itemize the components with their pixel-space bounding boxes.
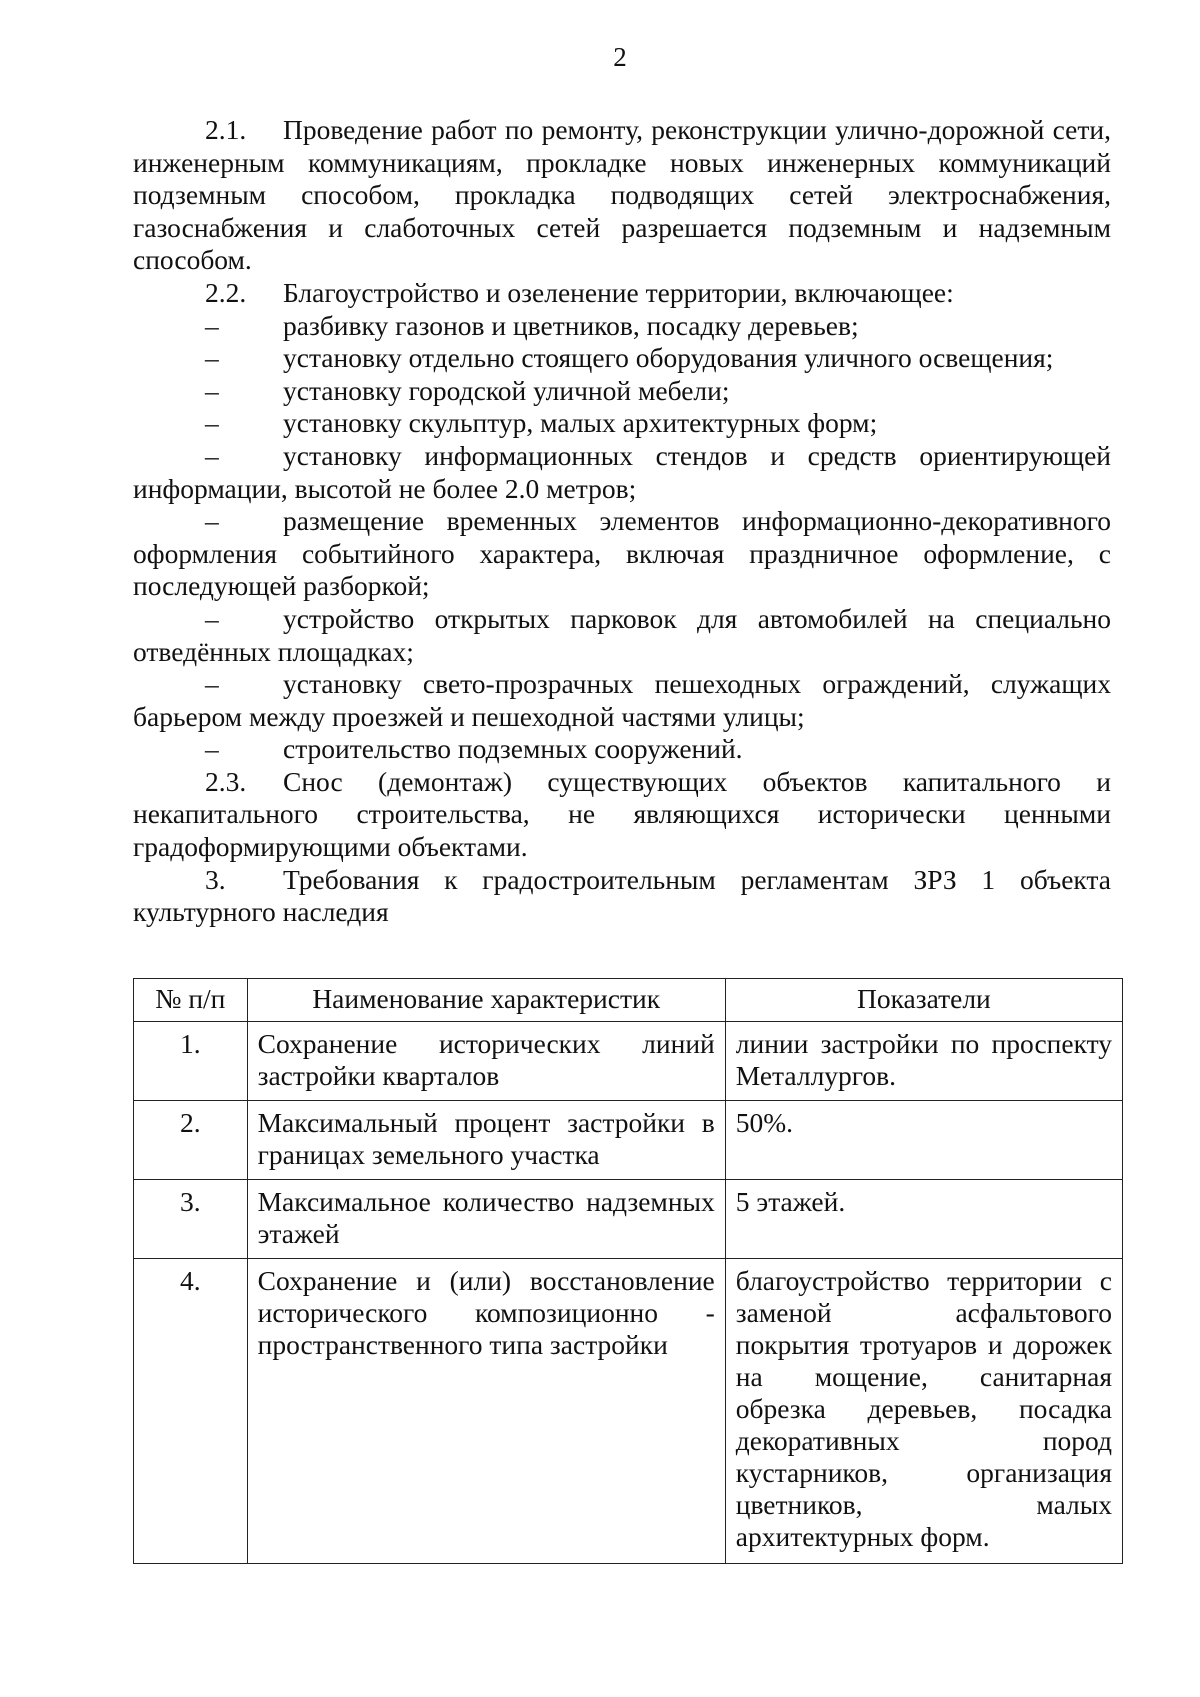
list-item [133, 375, 1111, 408]
list-item [133, 668, 1111, 733]
paragraph-number: 2.1. [205, 114, 247, 145]
regulations-table [133, 978, 1123, 1564]
row-indicator: 50%. [725, 1101, 1122, 1180]
paragraph-text: Требования к градостроительным регламентам ЗРЗ 1 объекта культурного наследия [133, 863, 1111, 928]
table-header-row [134, 979, 1123, 1022]
row-characteristic: Сохранение исторических линий застройки кварталов [247, 1022, 725, 1101]
paragraph-text: Снос (демонтаж) существующих объектов капитального и некапитального строительства, не являющихся исторически ценными градоформирующими объектами. [133, 765, 1111, 863]
list-item-text: устройство открытых парковок для автомобилей на специально отведённых площадках; [133, 602, 1111, 667]
paragraph-text: Проведение работ по ремонту, реконструкции улично-дорожной сети, инженерным коммуникациям, прокладке новых инженерных коммуникаций подземным способом, прокладка подводящих сетей электроснабжения, газоснабжения и слаботочных сетей разрешается подземным и надземным способом. [133, 114, 1111, 276]
dash-marker: – [205, 309, 219, 341]
row-number: 4. [134, 1259, 248, 1564]
paragraph-number: 3. [205, 863, 226, 895]
header-number: № п/п [134, 979, 248, 1022]
row-number: 2. [134, 1101, 248, 1180]
list-item-text: установку свето-прозрачных пешеходных ограждений, служащих барьером между проезжей и пешеходной частями улицы; [133, 668, 1111, 732]
document-body [133, 114, 1111, 929]
dash-marker: – [205, 505, 219, 537]
header-indicators: Показатели [725, 979, 1122, 1022]
list-item [133, 310, 1111, 343]
dash-marker: – [205, 733, 219, 765]
paragraph-number: 2.3. [205, 765, 247, 797]
dash-marker: – [205, 439, 219, 471]
list-item [133, 505, 1111, 603]
header-characteristic: Наименование характеристик [247, 979, 725, 1022]
table-row [134, 1101, 1123, 1180]
list-item-text: установку городской уличной мебели; [283, 374, 730, 406]
list-item-text: установку отдельно стоящего оборудования уличного освещения; [283, 342, 1054, 374]
row-characteristic: Максимальное количество надземных этажей [247, 1180, 725, 1259]
dash-marker: – [205, 602, 219, 634]
paragraph-text: Благоустройство и озеленение территории, включающее: [283, 276, 954, 308]
list-item-text: установку скульптур, малых архитектурных форм; [283, 407, 878, 439]
list-item-text: размещение временных элементов информационно-декоративного оформления событийного характера, включая праздничное оформление, с последующей разборкой; [133, 505, 1111, 602]
table-row [134, 1259, 1123, 1564]
list-item [133, 440, 1111, 505]
paragraph-2-3 [133, 766, 1111, 864]
dash-marker: – [205, 668, 219, 700]
list-item [133, 603, 1111, 668]
row-number: 3. [134, 1180, 248, 1259]
list-item [133, 407, 1111, 440]
table-row [134, 1022, 1123, 1101]
list-item [133, 342, 1111, 375]
dash-marker: – [205, 374, 219, 406]
row-number: 1. [134, 1022, 248, 1101]
row-indicator: линии застройки по проспекту Металлургов. [725, 1022, 1122, 1101]
list-item-text: строительство подземных сооружений. [283, 733, 743, 765]
page-number: 2 [613, 42, 627, 72]
dash-marker: – [205, 407, 219, 439]
row-characteristic: Сохранение и (или) восстановление исторического композиционно - пространственного типа застройки [247, 1259, 725, 1564]
paragraph-2-1 [133, 114, 1111, 277]
list-item [133, 733, 1111, 766]
paragraph-2-2 [133, 277, 1111, 310]
list-item-text: разбивку газонов и цветников, посадку деревьев; [283, 309, 859, 341]
dash-marker: – [205, 342, 219, 374]
row-indicator: 5 этажей. [725, 1180, 1122, 1259]
row-characteristic: Максимальный процент застройки в границах земельного участка [247, 1101, 725, 1180]
row-indicator: благоустройство территории с заменой асфальтового покрытия тротуаров и дорожек на мощение, санитарная обрезка деревьев, посадка декоративных пород кустарников, организация цветников, малых архитектурных форм. [725, 1259, 1122, 1564]
paragraph-number: 2.2. [205, 276, 247, 308]
table-row [134, 1180, 1123, 1259]
list-item-text: установку информационных стендов и средств ориентирующей информации, высотой не более 2.0 метров; [133, 439, 1111, 504]
paragraph-3 [133, 864, 1111, 929]
